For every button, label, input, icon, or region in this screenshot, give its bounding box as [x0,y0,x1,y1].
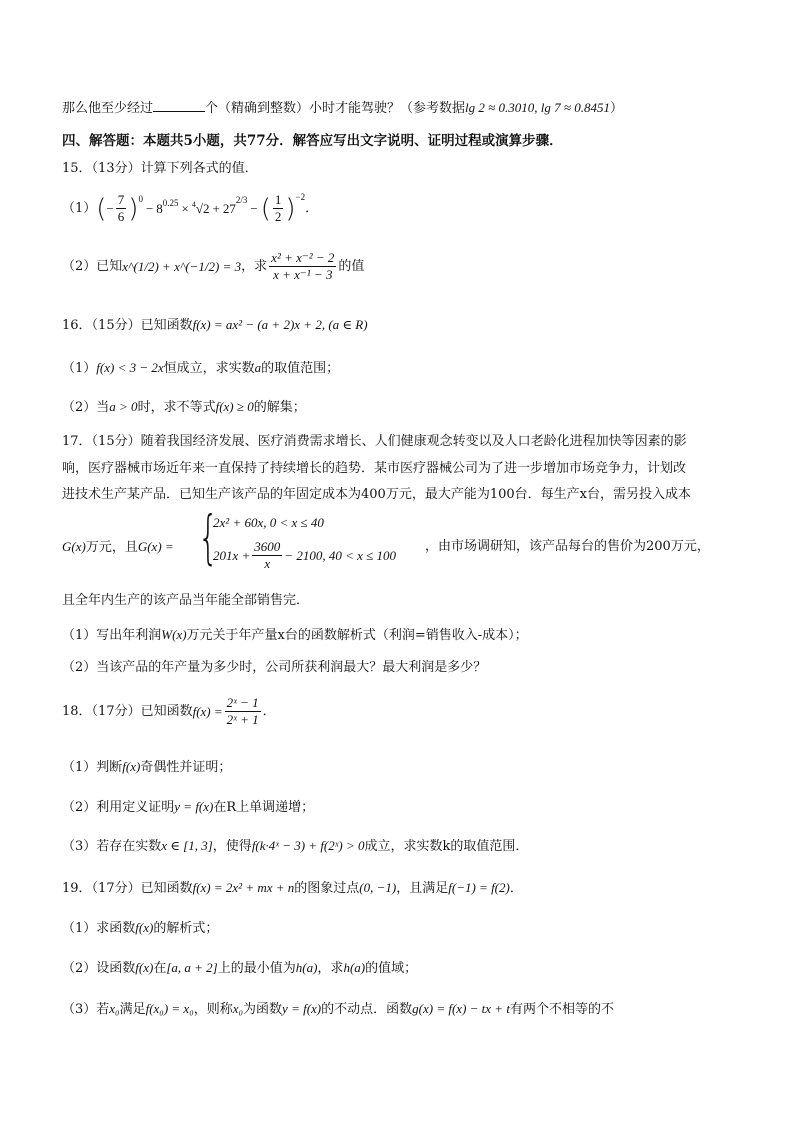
q15-part2 [62,251,364,283]
q18-part1-func: f(x) [122,759,141,774]
case2-term: 201x + [213,548,251,564]
q15-part2-label: （2）已知 [62,259,123,275]
q19-part3-g: g(x) = f(x) − tx + t [412,1001,510,1016]
fraction-1-2 [273,193,284,225]
q17-part1-label: （1）写出年利润 [62,628,162,643]
q18-part2 [62,800,314,814]
q19-part3-label: （3）若 [62,1002,110,1017]
cost-text: 万元，且 [85,540,138,555]
q17-part1-text: 万元关于年产量x台的函数解析式（利润=销售收入-成本）； [186,628,528,643]
q18-part3-label: （3）若存在实数 [62,839,162,854]
q17-line-3: 进技术生产某产品．已知生产该产品的年固定成本为400万元，最大产能为100台．每生产x台，需另投入成本 [62,487,691,502]
q19-cond: f(−1) = f(2) [448,880,510,895]
q15-part1-end: ． [305,201,319,217]
q19-part1 [62,921,218,935]
case2-fraction [252,540,282,572]
q19-part3-t4: 的不动点．函数 [321,1002,413,1017]
q16-part1-end: 的取值范围； [261,361,340,376]
q19-part3-t1: 满足 [119,1002,146,1017]
q19-heading-text: 19．（17分）已知函数 [62,881,193,896]
answer-blank[interactable] [153,101,205,112]
fraction-numerator: x² + x⁻² − 2 [269,251,336,267]
exponent-neg2: −2 [295,192,306,202]
q19-part2-end: 的值域； [365,961,418,976]
paren-open-2: ( [260,193,271,224]
q19-part2-mid: 在 [153,961,167,976]
q19-part3-t3: 为函数 [243,1002,283,1017]
q18-part3-mid: ，使得 [212,839,252,854]
base-27: 27 [222,201,236,217]
q19-part2 [62,961,417,975]
piecewise-case-2 [213,540,396,572]
fraction-denominator: 6 [117,209,125,225]
exponent-zero: 0 [138,194,143,204]
q18-fraction [225,696,261,728]
q18-part2-end: 在R上单调递增； [213,800,315,815]
q16-part2 [62,400,306,414]
q16-part2-end: 的解集； [253,400,306,415]
q17-part1 [62,628,528,642]
fraction-numerator: 7 [116,193,127,209]
q18-part3-end: 成立，求实数k的取值范围． [364,839,529,854]
q16-heading-text: 16．（15分）已知函数 [62,318,193,333]
q19-heading [62,881,523,895]
q18-heading [62,696,276,728]
paren-open: ( [96,193,107,224]
base-8: 8 [156,201,163,217]
q18-heading-text: 18．（17分）已知函数 [62,704,193,720]
fraction-numerator: 1 [273,193,284,209]
q17-cost-label [62,540,174,554]
q19-mid2: ，且满足 [396,881,449,896]
q19-func: f(x) = 2x² + mx + n [192,880,295,895]
q16-heading [62,318,368,332]
q18-part1-label: （1）判断 [62,760,123,775]
q19-part2-mid2: 上的最小值为 [217,961,296,976]
profit-function: W(x) [161,627,187,642]
paren-close-2: ) [285,193,296,224]
q19-x0: x₀ [109,1001,120,1016]
q18-part3 [62,839,528,853]
minus-sign-2: − [145,201,154,217]
times-sign: × [181,201,189,217]
intro-close: ） [610,101,624,116]
q19-part1-label: （1）求函数 [62,921,136,936]
q19-part3-eq: f(x₀) = x₀ [145,1001,194,1016]
q19-part2-h2: h(a) [343,960,366,975]
fraction-denominator: x + x⁻¹ − 3 [273,267,333,283]
fraction-numerator: 2ˣ − 1 [225,696,261,712]
q19-point: (0, −1) [359,880,397,895]
q19-part2-h: h(a) [295,960,318,975]
q19-part3-t2: ，则称 [193,1002,233,1017]
q16-part1-expr: f(x) < 3 − 2x [96,360,164,375]
q15-part2-condition: x^(1/2) + x^(−1/2) = 3 [122,259,242,275]
fraction-numerator: 3600 [252,540,282,556]
exponent-0.25: 0.25 [162,198,179,208]
q18-part1-end: 奇偶性并证明； [140,760,232,775]
q19-part1-func: f(x) [135,920,154,935]
q15-part1-label: （1） [62,201,97,217]
q16-part1-text: 恒成立，求实数 [163,361,255,376]
q18-part1 [62,760,231,774]
q18-part3-ineq: f(k·4ˣ − 3) + f(2ˣ) > 0 [251,838,365,853]
q19-mid: 的图象过点 [294,881,360,896]
q16-part2-ineq: f(x) ≥ 0 [215,399,254,414]
fraction-denominator: x [264,556,271,572]
q19-part2-interval: [a, a + 2] [166,960,218,975]
q17-after-cases: ，由市场调研知，该产品每台的售价为200万元， [425,539,710,554]
fraction-7-6 [116,193,127,225]
q15-part2-mid: ，求 [241,259,268,275]
fraction-denominator: 2ˣ + 1 [226,712,259,728]
fourth-root-2: √2 [195,201,210,217]
case2-rest: − 2100, 40 < x ≤ 100 [284,548,396,564]
q19-part1-end: 的解析式； [153,921,219,936]
q19-end: ． [509,881,523,896]
q17-line-5: 且全年内生产的该产品当年能全部销售完． [62,593,310,608]
q19-x0-b: x₀ [232,1001,244,1016]
q16-part2-label: （2）当 [62,400,110,415]
q19-part2-func: f(x) [135,960,154,975]
q17-part2: （2）当该产品的年产量为多少时，公司所获利润最大？最大利润是多少？ [62,660,487,675]
q19-part2-mid3: ，求 [317,961,344,976]
q15-part1: （1） ( − $\frac{7}{6}$ ) $^0$ − 8 $^{0.25}$ × $^4$ √2 + 27 $^{2/3}$ − ( $\frac{1}{2}$ ) $^{-2}$ ． [62,192,319,225]
q16-part2-mid: 时，求不等式 [137,400,216,415]
piecewise-case-1: 2x² + 60x, 0 < x ≤ 40 [213,515,324,530]
fraction-denominator: 2 [274,209,282,225]
q15-part2-fraction [269,251,336,283]
intro-text-2: 个（精确到整数）小时才能驾驶？（参考数据 [205,101,466,116]
q16-function: f(x) = ax² − (a + 2)x + 2, (a ∈ R) [192,317,368,332]
q19-part3 [62,1002,614,1016]
paren-close: ) [128,193,139,224]
intro-line [62,101,623,115]
plus-sign: + [212,201,220,217]
q19-part2-label: （2）设函数 [62,961,136,976]
q19-part3-t5: 有两个不相等的不 [509,1002,614,1017]
q15-heading: 15．（13分）计算下列各式的值． [62,161,258,176]
q17-line-2: 响，医疗器械市场近年来一直保持了持续增长的趋势．某市医疗器械公司为了进一步增加市场竞争力，计划改 [62,461,687,476]
reference-data: lg 2 ≈ 0.3010, lg 7 ≈ 0.8451 [465,100,611,115]
root-index: 4 [191,200,196,209]
q19-part3-yf: y = f(x) [282,1001,322,1016]
cost-function-def: G(x) = [137,539,174,554]
q18-part3-cond: x ∈ [1, 3] [161,838,213,853]
q16-part2-cond: a > 0 [109,399,138,414]
q18-part2-label: （2）利用定义证明 [62,800,175,815]
q15-part2-end: 的值 [338,259,365,275]
cost-function-label: G(x) [62,539,86,554]
exponent-2-3: 2/3 [235,195,248,205]
q16-part1-label: （1） [62,361,97,376]
section-title: 四、解答题：本题共5小题，共77分．解答应写出文字说明、证明过程或演算步骤． [62,133,563,149]
q18-func-lhs: f(x) = [192,704,223,720]
q17-line-1: 17．（15分）随着我国经济发展、医疗消费需求增长、人们健康观念转变以及人口老龄化进程加快等因素的影 [62,434,687,449]
q18-end: ． [262,704,276,720]
minus-sign: − [106,201,114,217]
intro-text: 那么他至少经过 [62,101,154,116]
q18-part2-func: y = f(x) [174,799,214,814]
q16-part1 [62,361,339,375]
piecewise-brace: { [198,503,219,571]
q16-part1-var: a [254,360,262,375]
